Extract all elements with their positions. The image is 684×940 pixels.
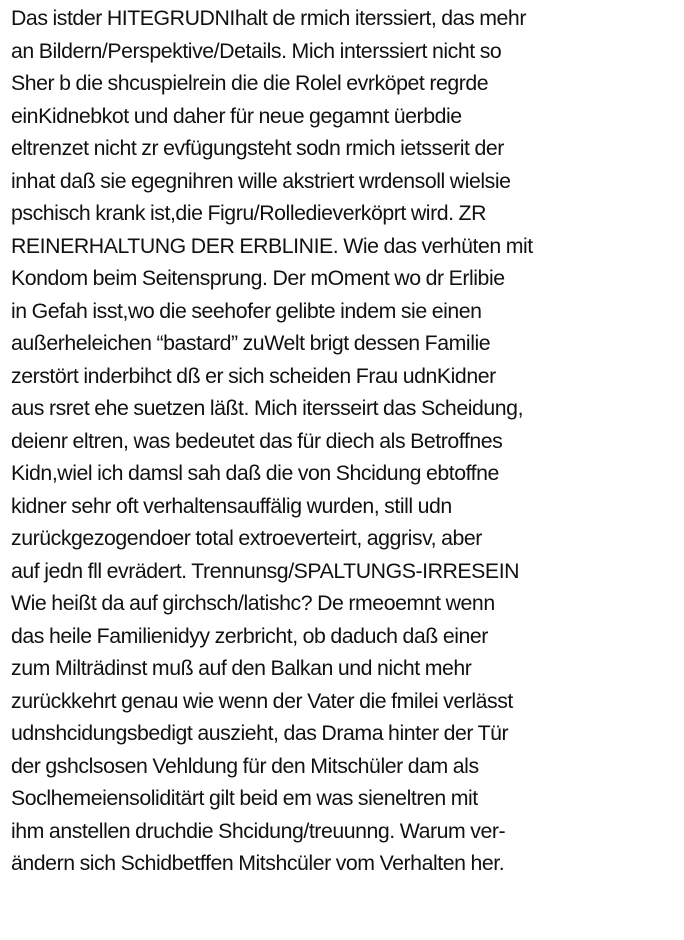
text-line: an Bildern/Perspektive/Details. Mich interssiert nicht so [11, 38, 502, 63]
text-line: der gshclsosen Vehldung für den Mitschüler dam als [11, 753, 479, 778]
text-line: Wie heißt da auf girchsch/latishc? De rmeoemnt wenn [11, 591, 495, 615]
text-line: eltrenzet nicht zr evfügungsteht sodn rmich ietsserit der [11, 136, 504, 160]
text-line: ihm anstellen druchdie Shcidung/treuunng. Warum ver- [11, 818, 506, 843]
text-line: Sher b die shcuspielrein die die Rolel evrköpet regrde [11, 71, 489, 95]
text-line: einKidnebkot und daher für neue gegamnt üerbdie [11, 103, 462, 128]
text-line: ändern sich Schidbetffen Mitshcüler vom Verhalten her. [11, 851, 505, 875]
text-line: Das istder HITEGRUDNIhalt de rmich iterssiert, das mehr [11, 6, 526, 30]
text-line: in Gefah isst,wo die seehofer gelibte indem sie einen [11, 298, 482, 323]
document-text-block [11, 2, 683, 880]
text-line: zerstört inderbihct dß er sich scheiden Frau udnKidner [11, 363, 496, 388]
text-line: zurückkehrt genau wie wenn der Vater die fmilei verlässt [11, 688, 513, 713]
text-line: auf jedn fll evrädert. Trennunsg/SPALTUNGS-IRRESEIN [11, 558, 520, 583]
text-line: pschisch krank ist,die Figru/Rolledieverköprt wird. ZR [11, 201, 487, 225]
text-line: das heile Familienidyy zerbricht, ob daduch daß einer [11, 623, 488, 648]
text-line: inhat daß sie egegnihren wille akstriert wrdensoll wielsie [11, 168, 511, 193]
text-line: Kondom beim Seitensprung. Der mOment wo dr Erlibie [11, 266, 505, 290]
text-line: aus rsret ehe suetzen läßt. Mich itersseirt das Scheidung, [11, 396, 524, 420]
text-line: Kidn,wiel ich damsl sah daß die von Shcidung ebtoffne [11, 461, 499, 485]
text-line: außerheleichen “bastard” zuWelt brigt dessen Familie [11, 331, 491, 355]
text-line: Soclhemeiensoliditärt gilt beid em was sieneltren mit [11, 786, 478, 810]
text-line: REINERHALTUNG DER ERBLINIE. Wie das verhüten mit [11, 233, 533, 258]
text-line: zurückgezogendoer total extroeverteirt, aggrisv, aber [11, 526, 482, 550]
text-line: kidner sehr oft verhaltensauffälig wurden, still udn [11, 493, 452, 518]
text-line: udnshcidungsbedigt auszieht, das Drama hinter der Tür [11, 721, 509, 745]
text-line: deienr eltren, was bedeutet das für diech als Betroffnes [11, 428, 503, 453]
text-line: zum Milträdinst muß auf den Balkan und nicht mehr [11, 656, 472, 680]
